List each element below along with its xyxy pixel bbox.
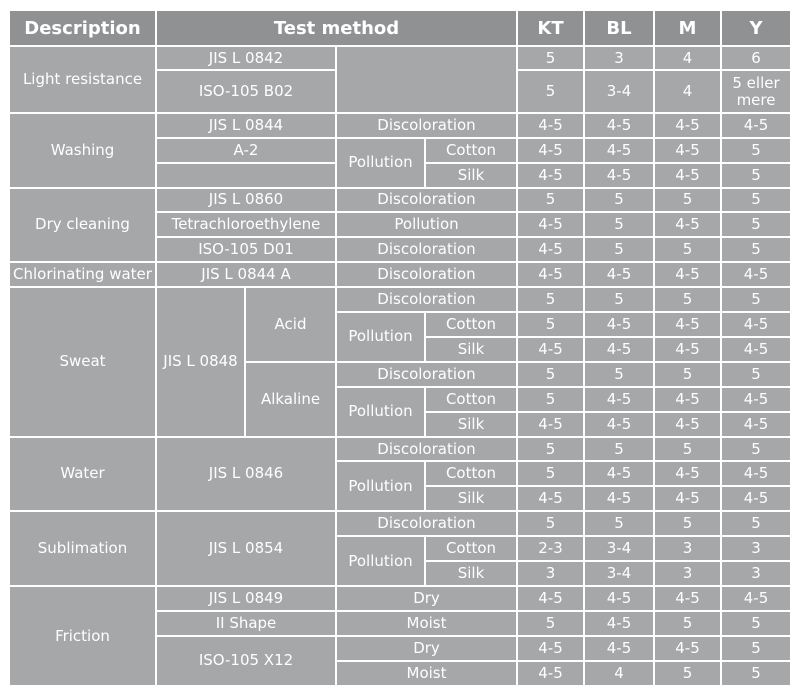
y-cell: 3 [721,561,791,586]
m-cell: 4-5 [654,387,721,412]
table-row [9,188,791,213]
bl-cell: 4 [584,661,654,686]
description-cell: Washing [9,113,156,188]
bl-cell: 4-5 [584,636,654,661]
material-cell: Silk [425,561,517,586]
bl-cell: 5 [584,212,654,237]
y-cell: 5 [721,611,791,636]
material-cell: Silk [425,412,517,437]
bl-cell: 5 [584,362,654,387]
y-cell: 5 [721,212,791,237]
test-cell: Pollution [336,312,425,362]
m-cell: 4-5 [654,636,721,661]
description-cell: Water [9,437,156,512]
y-cell: 5 [721,511,791,536]
method-cell: JIS L 0860 [156,188,336,213]
empty-cell [156,163,336,188]
material-cell: Silk [425,486,517,511]
test-cell: Discoloration [336,113,517,138]
kt-cell: 4-5 [517,212,584,237]
kt-cell: 4-5 [517,237,584,262]
bl-cell: 4-5 [584,461,654,486]
bl-cell: 4-5 [584,163,654,188]
y-cell: 4-5 [721,586,791,611]
m-cell: 4-5 [654,312,721,337]
kt-cell: 4-5 [517,412,584,437]
bl-cell: 5 [584,511,654,536]
table-row [9,511,791,536]
bl-cell: 5 [584,188,654,213]
header-test-method: Test method [156,10,517,46]
kt-cell: 5 [517,362,584,387]
condition-cell: Alkaline [245,362,336,437]
description-cell: Sublimation [9,511,156,586]
kt-cell: 4-5 [517,586,584,611]
kt-cell: 4-5 [517,661,584,686]
m-cell: 4-5 [654,486,721,511]
bl-cell: 5 [584,437,654,462]
y-cell: 5 [721,287,791,312]
m-cell: 5 [654,661,721,686]
m-cell: 5 [654,611,721,636]
m-cell: 5 [654,188,721,213]
description-cell: Dry cleaning [9,188,156,263]
m-cell: 3 [654,561,721,586]
y-cell: 4-5 [721,486,791,511]
test-cell: Moist [336,661,517,686]
header-row [9,10,791,46]
test-cell: Discoloration [336,511,517,536]
description-cell: Sweat [9,287,156,436]
y-cell: 5 [721,237,791,262]
header-kt: KT [517,10,584,46]
material-cell: Cotton [425,461,517,486]
y-cell: 3 [721,536,791,561]
method-cell: JIS L 0842 [156,46,336,70]
method-cell: II Shape [156,611,336,636]
m-cell: 4-5 [654,212,721,237]
bl-cell: 4-5 [584,486,654,511]
kt-cell: 4-5 [517,163,584,188]
test-cell: Pollution [336,387,425,437]
kt-cell: 5 [517,188,584,213]
method-cell: JIS L 0849 [156,586,336,611]
m-cell: 5 [654,437,721,462]
m-cell: 4-5 [654,337,721,362]
bl-cell: 4-5 [584,113,654,138]
kt-cell: 4-5 [517,262,584,287]
y-cell: 6 [721,46,791,70]
method-cell: JIS L 0846 [156,437,336,512]
bl-cell: 4-5 [584,387,654,412]
method-cell: ISO-105 D01 [156,237,336,262]
material-cell: Silk [425,337,517,362]
kt-cell: 2-3 [517,536,584,561]
material-cell: Cotton [425,312,517,337]
kt-cell: 5 [517,46,584,70]
m-cell: 4-5 [654,412,721,437]
table-row [9,287,791,312]
test-cell: Dry [336,636,517,661]
kt-cell: 5 [517,312,584,337]
bl-cell: 4-5 [584,138,654,163]
header-bl: BL [584,10,654,46]
test-cell: Pollution [336,212,517,237]
y-cell: 5 eller mere [721,70,791,113]
kt-cell: 5 [517,611,584,636]
material-cell: Cotton [425,138,517,163]
test-cell: Pollution [336,461,425,511]
test-cell: Discoloration [336,262,517,287]
kt-cell: 5 [517,511,584,536]
m-cell: 4-5 [654,586,721,611]
y-cell: 5 [721,636,791,661]
bl-cell: 5 [584,287,654,312]
method-cell: JIS L 0844 [156,113,336,138]
kt-cell: 4-5 [517,138,584,163]
kt-cell: 5 [517,70,584,113]
m-cell: 4-5 [654,138,721,163]
kt-cell: 3 [517,561,584,586]
kt-cell: 5 [517,387,584,412]
y-cell: 4-5 [721,461,791,486]
bl-cell: 3-4 [584,561,654,586]
test-cell: Discoloration [336,188,517,213]
bl-cell: 4-5 [584,412,654,437]
m-cell: 4 [654,70,721,113]
y-cell: 4-5 [721,412,791,437]
y-cell: 4-5 [721,337,791,362]
header-m: M [654,10,721,46]
y-cell: 4-5 [721,113,791,138]
y-cell: 5 [721,163,791,188]
method-cell: JIS L 0854 [156,511,336,586]
test-cell: Moist [336,611,517,636]
y-cell: 5 [721,138,791,163]
kt-cell: 4-5 [517,337,584,362]
m-cell: 4-5 [654,461,721,486]
material-cell: Cotton [425,536,517,561]
bl-cell: 4-5 [584,337,654,362]
y-cell: 5 [721,661,791,686]
bl-cell: 3 [584,46,654,70]
material-cell: Cotton [425,387,517,412]
m-cell: 5 [654,237,721,262]
y-cell: 4-5 [721,262,791,287]
y-cell: 5 [721,437,791,462]
table-row [9,113,791,138]
method-cell: JIS L 0848 [156,287,245,436]
m-cell: 4 [654,46,721,70]
test-cell: Dry [336,586,517,611]
m-cell: 5 [654,362,721,387]
test-cell: Discoloration [336,237,517,262]
y-cell: 5 [721,362,791,387]
description-cell: Light resistance [9,46,156,112]
bl-cell: 4-5 [584,611,654,636]
test-cell: Discoloration [336,437,517,462]
empty-cell [336,46,517,112]
description-cell: Chlorinating water [9,262,156,287]
header-description: Description [9,10,156,46]
bl-cell: 4-5 [584,262,654,287]
bl-cell: 4-5 [584,586,654,611]
y-cell: 5 [721,188,791,213]
test-results-table [8,9,792,687]
method-cell: Tetrachloroethylene [156,212,336,237]
m-cell: 4-5 [654,262,721,287]
method-cell: ISO-105 B02 [156,70,336,113]
m-cell: 3 [654,536,721,561]
kt-cell: 4-5 [517,636,584,661]
table-row [9,46,791,70]
bl-cell: 4-5 [584,312,654,337]
bl-cell: 3-4 [584,536,654,561]
bl-cell: 3-4 [584,70,654,113]
condition-cell: Acid [245,287,336,362]
header-y: Y [721,10,791,46]
method-cell: A-2 [156,138,336,163]
kt-cell: 5 [517,287,584,312]
m-cell: 5 [654,287,721,312]
m-cell: 5 [654,511,721,536]
method-cell: JIS L 0844 A [156,262,336,287]
test-cell: Pollution [336,536,425,586]
kt-cell: 5 [517,461,584,486]
description-cell: Friction [9,586,156,686]
kt-cell: 5 [517,437,584,462]
test-cell: Pollution [336,138,425,188]
y-cell: 4-5 [721,387,791,412]
y-cell: 4-5 [721,312,791,337]
table-row [9,262,791,287]
m-cell: 4-5 [654,113,721,138]
method-cell: ISO-105 X12 [156,636,336,686]
material-cell: Silk [425,163,517,188]
test-cell: Discoloration [336,287,517,312]
m-cell: 4-5 [654,163,721,188]
table-row [9,586,791,611]
bl-cell: 5 [584,237,654,262]
test-cell: Discoloration [336,362,517,387]
table-row [9,437,791,462]
kt-cell: 4-5 [517,486,584,511]
kt-cell: 4-5 [517,113,584,138]
